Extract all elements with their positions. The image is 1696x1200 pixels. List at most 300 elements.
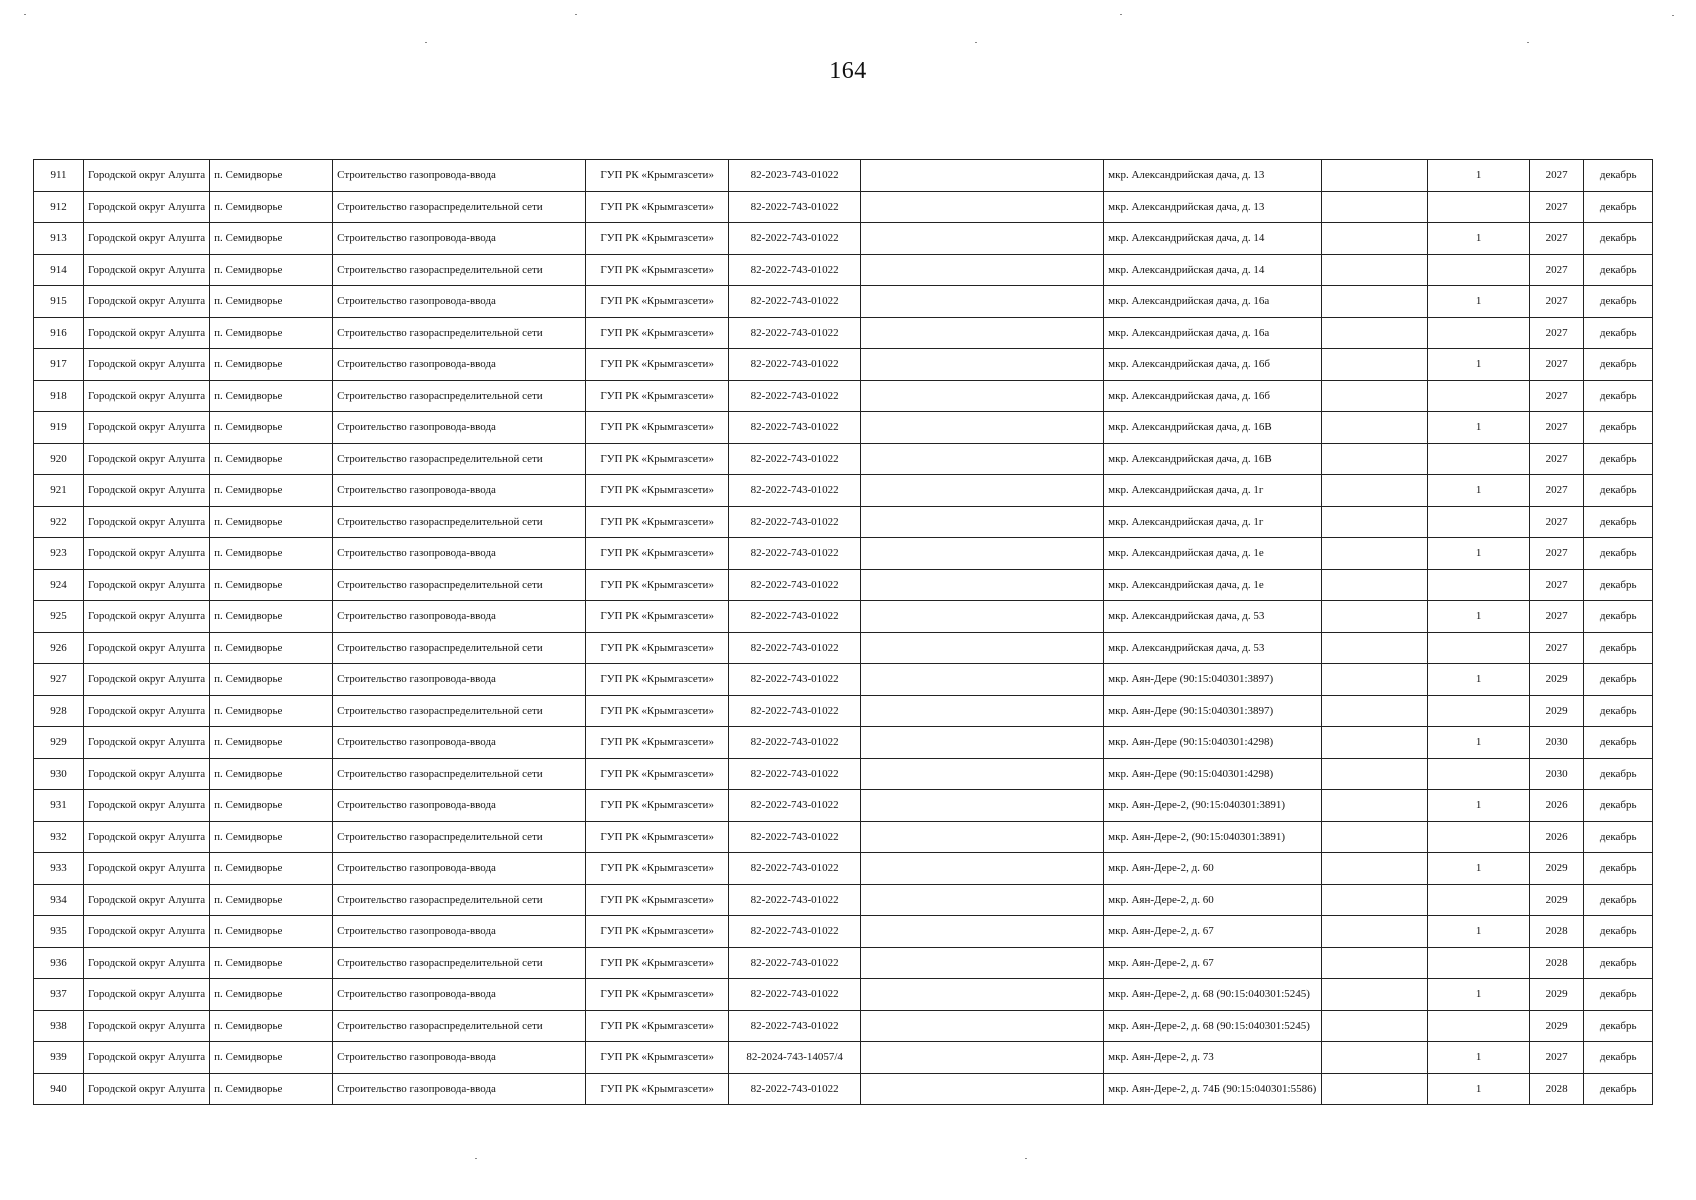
count-cell: 1 [1428,853,1530,885]
address-cell: мкр. Аян-Дере-2, д. 67 [1104,916,1322,948]
address-cell: мкр. Александрийская дача, д. 16б [1104,349,1322,381]
empty-cell [861,380,1104,412]
year-cell: 2027 [1530,632,1584,664]
program-code-cell: 82-2022-743-01022 [729,443,861,475]
table-row [34,380,1653,412]
settlement-cell: п. Семидворье [210,538,333,570]
municipality-cell: Городской округ Алушта [84,443,210,475]
settlement-cell: п. Семидворье [210,632,333,664]
work-type-cell: Строительство газораспределительной сети [333,758,586,790]
address-cell: мкр. Александрийская дача, д. 13 [1104,191,1322,223]
month-cell: декабрь [1584,727,1653,759]
month-cell: декабрь [1584,884,1653,916]
empty-cell [861,1042,1104,1074]
count-cell [1428,1010,1530,1042]
row-number: 920 [34,443,84,475]
settlement-cell: п. Семидворье [210,758,333,790]
year-cell: 2029 [1530,979,1584,1011]
month-cell: декабрь [1584,380,1653,412]
program-code-cell: 82-2022-743-01022 [729,254,861,286]
year-cell: 2027 [1530,223,1584,255]
empty-cell [1322,632,1428,664]
work-type-cell: Строительство газораспределительной сети [333,1010,586,1042]
row-number: 924 [34,569,84,601]
municipality-cell: Городской округ Алушта [84,601,210,633]
empty-cell [861,979,1104,1011]
row-number: 927 [34,664,84,696]
settlement-cell: п. Семидворье [210,506,333,538]
count-cell: 1 [1428,475,1530,507]
program-code-cell: 82-2022-743-01022 [729,664,861,696]
municipality-cell: Городской округ Алушта [84,412,210,444]
settlement-cell: п. Семидворье [210,223,333,255]
empty-cell [1322,821,1428,853]
table-row [34,695,1653,727]
empty-cell [861,160,1104,192]
program-code-cell: 82-2022-743-01022 [729,380,861,412]
settlement-cell: п. Семидворье [210,380,333,412]
count-cell: 1 [1428,727,1530,759]
row-number: 918 [34,380,84,412]
month-cell: декабрь [1584,664,1653,696]
work-type-cell: Строительство газопровода-ввода [333,1073,586,1105]
address-cell: мкр. Аян-Дере (90:15:040301:4298) [1104,758,1322,790]
work-type-cell: Строительство газопровода-ввода [333,979,586,1011]
year-cell: 2028 [1530,947,1584,979]
year-cell: 2029 [1530,695,1584,727]
settlement-cell: п. Семидворье [210,821,333,853]
organization-cell: ГУП РК «Крымгазсети» [586,380,729,412]
work-type-cell: Строительство газораспределительной сети [333,632,586,664]
table-row [34,758,1653,790]
address-cell: мкр. Александрийская дача, д. 16В [1104,412,1322,444]
empty-cell [861,853,1104,885]
municipality-cell: Городской округ Алушта [84,223,210,255]
organization-cell: ГУП РК «Крымгазсети» [586,538,729,570]
count-cell [1428,821,1530,853]
empty-cell [861,191,1104,223]
count-cell: 1 [1428,664,1530,696]
empty-cell [1322,601,1428,633]
empty-cell [1322,790,1428,822]
count-cell [1428,884,1530,916]
empty-cell [1322,254,1428,286]
empty-cell [861,254,1104,286]
empty-cell [861,443,1104,475]
count-cell [1428,380,1530,412]
empty-cell [861,758,1104,790]
program-code-cell: 82-2022-743-01022 [729,538,861,570]
table-row [34,979,1653,1011]
year-cell: 2028 [1530,916,1584,948]
empty-cell [861,538,1104,570]
month-cell: декабрь [1584,506,1653,538]
count-cell: 1 [1428,1042,1530,1074]
program-code-cell: 82-2022-743-01022 [729,601,861,633]
row-number: 935 [34,916,84,948]
count-cell: 1 [1428,538,1530,570]
work-type-cell: Строительство газопровода-ввода [333,601,586,633]
address-cell: мкр. Аян-Дере-2, д. 67 [1104,947,1322,979]
empty-cell [861,727,1104,759]
year-cell: 2029 [1530,1010,1584,1042]
count-cell: 1 [1428,286,1530,318]
empty-cell [1322,727,1428,759]
empty-cell [861,506,1104,538]
count-cell: 1 [1428,979,1530,1011]
scan-speck [1527,42,1529,43]
count-cell: 1 [1428,790,1530,822]
address-cell: мкр. Аян-Дере (90:15:040301:3897) [1104,695,1322,727]
count-cell [1428,632,1530,664]
organization-cell: ГУП РК «Крымгазсети» [586,349,729,381]
empty-cell [1322,664,1428,696]
program-code-cell: 82-2022-743-01022 [729,884,861,916]
address-cell: мкр. Александрийская дача, д. 53 [1104,632,1322,664]
year-cell: 2027 [1530,286,1584,318]
count-cell: 1 [1428,916,1530,948]
settlement-cell: п. Семидворье [210,317,333,349]
month-cell: декабрь [1584,443,1653,475]
work-type-cell: Строительство газораспределительной сети [333,506,586,538]
scan-speck [1672,15,1674,16]
table-row [34,884,1653,916]
address-cell: мкр. Александрийская дача, д. 1е [1104,538,1322,570]
month-cell: декабрь [1584,979,1653,1011]
empty-cell [861,916,1104,948]
organization-cell: ГУП РК «Крымгазсети» [586,223,729,255]
month-cell: декабрь [1584,475,1653,507]
municipality-cell: Городской округ Алушта [84,349,210,381]
municipality-cell: Городской округ Алушта [84,664,210,696]
program-code-cell: 82-2022-743-01022 [729,191,861,223]
program-code-cell: 82-2022-743-01022 [729,569,861,601]
program-code-cell: 82-2022-743-01022 [729,727,861,759]
year-cell: 2027 [1530,443,1584,475]
empty-cell [861,601,1104,633]
empty-cell [861,947,1104,979]
month-cell: декабрь [1584,223,1653,255]
address-cell: мкр. Александрийская дача, д. 1г [1104,506,1322,538]
municipality-cell: Городской округ Алушта [84,191,210,223]
table-row [34,569,1653,601]
row-number: 914 [34,254,84,286]
month-cell: декабрь [1584,758,1653,790]
address-cell: мкр. Александрийская дача, д. 13 [1104,160,1322,192]
scan-speck [425,42,427,43]
count-cell [1428,947,1530,979]
table-row [34,1073,1653,1105]
empty-cell [1322,853,1428,885]
empty-cell [861,1073,1104,1105]
month-cell: декабрь [1584,254,1653,286]
work-type-cell: Строительство газопровода-ввода [333,727,586,759]
row-number: 938 [34,1010,84,1042]
empty-cell [861,1010,1104,1042]
row-number: 931 [34,790,84,822]
scan-speck [475,1158,477,1159]
settlement-cell: п. Семидворье [210,254,333,286]
month-cell: декабрь [1584,947,1653,979]
count-cell [1428,191,1530,223]
work-type-cell: Строительство газораспределительной сети [333,821,586,853]
address-cell: мкр. Аян-Дере-2, д. 68 (90:15:040301:5245) [1104,1010,1322,1042]
settlement-cell: п. Семидворье [210,569,333,601]
municipality-cell: Городской округ Алушта [84,821,210,853]
table-row [34,475,1653,507]
month-cell: декабрь [1584,601,1653,633]
year-cell: 2027 [1530,538,1584,570]
address-cell: мкр. Александрийская дача, д. 53 [1104,601,1322,633]
settlement-cell: п. Семидворье [210,853,333,885]
work-type-cell: Строительство газораспределительной сети [333,317,586,349]
address-cell: мкр. Аян-Дере (90:15:040301:3897) [1104,664,1322,696]
row-number: 939 [34,1042,84,1074]
municipality-cell: Городской округ Алушта [84,1073,210,1105]
program-code-cell: 82-2022-743-01022 [729,223,861,255]
table-row [34,317,1653,349]
empty-cell [1322,191,1428,223]
count-cell [1428,695,1530,727]
month-cell: декабрь [1584,538,1653,570]
month-cell: декабрь [1584,695,1653,727]
month-cell: декабрь [1584,790,1653,822]
year-cell: 2029 [1530,884,1584,916]
program-code-cell: 82-2022-743-01022 [729,317,861,349]
work-type-cell: Строительство газораспределительной сети [333,191,586,223]
table-row [34,1042,1653,1074]
settlement-cell: п. Семидворье [210,191,333,223]
organization-cell: ГУП РК «Крымгазсети» [586,1042,729,1074]
address-cell: мкр. Аян-Дере-2, (90:15:040301:3891) [1104,790,1322,822]
program-code-cell: 82-2022-743-01022 [729,1010,861,1042]
municipality-cell: Городской округ Алушта [84,1042,210,1074]
count-cell [1428,569,1530,601]
address-cell: мкр. Аян-Дере-2, д. 73 [1104,1042,1322,1074]
address-cell: мкр. Аян-Дере-2, д. 68 (90:15:040301:5245) [1104,979,1322,1011]
row-number: 926 [34,632,84,664]
settlement-cell: п. Семидворье [210,947,333,979]
organization-cell: ГУП РК «Крымгазсети» [586,821,729,853]
count-cell: 1 [1428,160,1530,192]
count-cell [1428,254,1530,286]
month-cell: декабрь [1584,1010,1653,1042]
empty-cell [861,695,1104,727]
empty-cell [861,664,1104,696]
count-cell: 1 [1428,1073,1530,1105]
municipality-cell: Городской округ Алушта [84,790,210,822]
empty-cell [1322,160,1428,192]
work-type-cell: Строительство газопровода-ввода [333,790,586,822]
organization-cell: ГУП РК «Крымгазсети» [586,601,729,633]
table-row [34,254,1653,286]
row-number: 932 [34,821,84,853]
year-cell: 2028 [1530,1073,1584,1105]
settlement-cell: п. Семидворье [210,916,333,948]
program-code-cell: 82-2022-743-01022 [729,1073,861,1105]
organization-cell: ГУП РК «Крымгазсети» [586,1073,729,1105]
municipality-cell: Городской округ Алушта [84,286,210,318]
table-row [34,349,1653,381]
table-row [34,412,1653,444]
empty-cell [1322,443,1428,475]
settlement-cell: п. Семидворье [210,884,333,916]
row-number: 937 [34,979,84,1011]
empty-cell [1322,1073,1428,1105]
empty-cell [861,223,1104,255]
year-cell: 2027 [1530,601,1584,633]
municipality-cell: Городской округ Алушта [84,254,210,286]
organization-cell: ГУП РК «Крымгазсети» [586,853,729,885]
scan-speck [1120,14,1122,15]
table-row [34,727,1653,759]
month-cell: декабрь [1584,191,1653,223]
scan-speck [575,14,577,15]
empty-cell [1322,979,1428,1011]
work-type-cell: Строительство газопровода-ввода [333,916,586,948]
work-type-cell: Строительство газораспределительной сети [333,695,586,727]
organization-cell: ГУП РК «Крымгазсети» [586,758,729,790]
organization-cell: ГУП РК «Крымгазсети» [586,727,729,759]
settlement-cell: п. Семидворье [210,349,333,381]
empty-cell [861,790,1104,822]
month-cell: декабрь [1584,349,1653,381]
organization-cell: ГУП РК «Крымгазсети» [586,884,729,916]
row-number: 940 [34,1073,84,1105]
municipality-cell: Городской округ Алушта [84,947,210,979]
empty-cell [1322,349,1428,381]
count-cell: 1 [1428,349,1530,381]
municipality-cell: Городской округ Алушта [84,632,210,664]
row-number: 915 [34,286,84,318]
month-cell: декабрь [1584,1073,1653,1105]
organization-cell: ГУП РК «Крымгазсети» [586,916,729,948]
empty-cell [861,412,1104,444]
organization-cell: ГУП РК «Крымгазсети» [586,191,729,223]
month-cell: декабрь [1584,286,1653,318]
row-number: 913 [34,223,84,255]
empty-cell [1322,916,1428,948]
empty-cell [861,475,1104,507]
address-cell: мкр. Александрийская дача, д. 1е [1104,569,1322,601]
row-number: 922 [34,506,84,538]
address-cell: мкр. Аян-Дере-2, (90:15:040301:3891) [1104,821,1322,853]
table-row [34,160,1653,192]
program-code-cell: 82-2022-743-01022 [729,916,861,948]
empty-cell [1322,506,1428,538]
table-body [34,160,1653,1105]
empty-cell [861,286,1104,318]
municipality-cell: Городской округ Алушта [84,916,210,948]
work-type-cell: Строительство газопровода-ввода [333,412,586,444]
year-cell: 2027 [1530,412,1584,444]
settlement-cell: п. Семидворье [210,1073,333,1105]
empty-cell [1322,569,1428,601]
empty-cell [1322,412,1428,444]
settlement-cell: п. Семидворье [210,286,333,318]
program-code-cell: 82-2022-743-01022 [729,979,861,1011]
settlement-cell: п. Семидворье [210,601,333,633]
month-cell: декабрь [1584,569,1653,601]
program-code-cell: 82-2022-743-01022 [729,758,861,790]
row-number: 917 [34,349,84,381]
month-cell: декабрь [1584,412,1653,444]
row-number: 933 [34,853,84,885]
empty-cell [861,317,1104,349]
municipality-cell: Городской округ Алушта [84,317,210,349]
program-code-cell: 82-2022-743-01022 [729,349,861,381]
address-cell: мкр. Александрийская дача, д. 1г [1104,475,1322,507]
organization-cell: ГУП РК «Крымгазсети» [586,790,729,822]
municipality-cell: Городской округ Алушта [84,160,210,192]
organization-cell: ГУП РК «Крымгазсети» [586,254,729,286]
count-cell: 1 [1428,601,1530,633]
count-cell [1428,443,1530,475]
empty-cell [1322,380,1428,412]
row-number: 919 [34,412,84,444]
municipality-cell: Городской округ Алушта [84,538,210,570]
municipality-cell: Городской округ Алушта [84,727,210,759]
program-code-cell: 82-2022-743-01022 [729,286,861,318]
work-type-cell: Строительство газопровода-ввода [333,538,586,570]
row-number: 916 [34,317,84,349]
count-cell: 1 [1428,223,1530,255]
program-code-cell: 82-2022-743-01022 [729,790,861,822]
table-row [34,443,1653,475]
count-cell [1428,317,1530,349]
empty-cell [1322,695,1428,727]
row-number: 929 [34,727,84,759]
organization-cell: ГУП РК «Крымгазсети» [586,695,729,727]
settlement-cell: п. Семидворье [210,695,333,727]
organization-cell: ГУП РК «Крымгазсети» [586,412,729,444]
address-cell: мкр. Александрийская дача, д. 16а [1104,286,1322,318]
year-cell: 2027 [1530,349,1584,381]
empty-cell [1322,758,1428,790]
empty-cell [861,569,1104,601]
organization-cell: ГУП РК «Крымгазсети» [586,1010,729,1042]
month-cell: декабрь [1584,632,1653,664]
year-cell: 2027 [1530,160,1584,192]
row-number: 930 [34,758,84,790]
work-type-cell: Строительство газораспределительной сети [333,443,586,475]
count-cell: 1 [1428,412,1530,444]
work-type-cell: Строительство газопровода-ввода [333,286,586,318]
count-cell [1428,506,1530,538]
program-code-cell: 82-2023-743-01022 [729,160,861,192]
scan-speck [1025,1158,1027,1159]
year-cell: 2027 [1530,1042,1584,1074]
program-code-cell: 82-2022-743-01022 [729,853,861,885]
work-type-cell: Строительство газопровода-ввода [333,223,586,255]
table-row [34,1010,1653,1042]
address-cell: мкр. Аян-Дере-2, д. 74Б (90:15:040301:5586) [1104,1073,1322,1105]
table-row [34,664,1653,696]
organization-cell: ГУП РК «Крымгазсети» [586,160,729,192]
program-code-cell: 82-2022-743-01022 [729,506,861,538]
empty-cell [1322,947,1428,979]
row-number: 912 [34,191,84,223]
settlement-cell: п. Семидворье [210,979,333,1011]
row-number: 911 [34,160,84,192]
year-cell: 2027 [1530,317,1584,349]
table-row [34,821,1653,853]
program-code-cell: 82-2022-743-01022 [729,947,861,979]
empty-cell [1322,884,1428,916]
municipality-cell: Городской округ Алушта [84,884,210,916]
year-cell: 2030 [1530,758,1584,790]
count-cell [1428,758,1530,790]
